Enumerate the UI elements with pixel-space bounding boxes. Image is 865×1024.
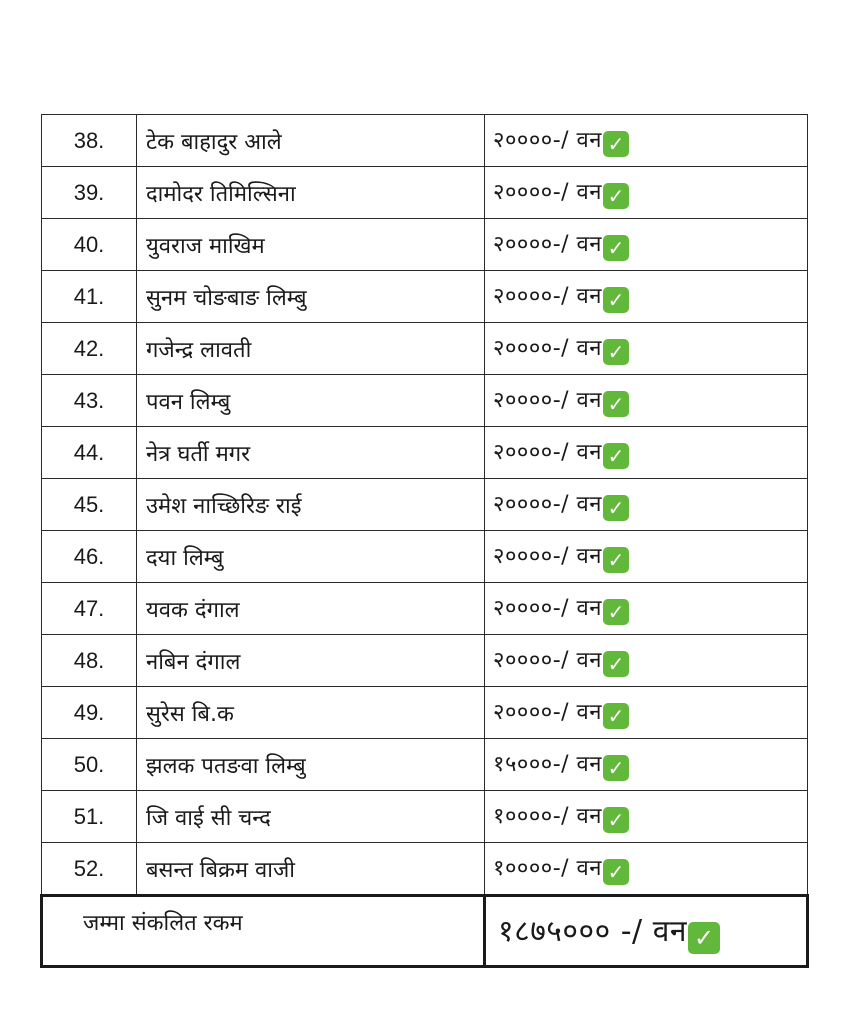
table-row [42, 219, 808, 271]
donor-name: नबिन दंगाल [137, 635, 485, 687]
row-number: 38. [42, 115, 137, 167]
total-label: जम्मा संकलित रकम [42, 896, 485, 967]
row-number: 43. [42, 375, 137, 427]
donation-amount: २००००-/ वन [493, 544, 602, 569]
donation-amount: २००००-/ वन [493, 180, 602, 205]
table-row [42, 687, 808, 739]
table-row [42, 271, 808, 323]
check-mark-icon: ✓ [603, 391, 629, 417]
table-row [42, 843, 808, 896]
check-mark-icon: ✓ [603, 339, 629, 365]
check-mark-icon: ✓ [603, 651, 629, 677]
check-mark-icon: ✓ [603, 807, 629, 833]
donation-amount: २००००-/ वन [493, 128, 602, 153]
donation-amount: २००००-/ वन [493, 596, 602, 621]
check-mark-icon: ✓ [603, 703, 629, 729]
table-row [42, 635, 808, 687]
donor-name: सुरेस बि.क [137, 687, 485, 739]
amount-cell [485, 739, 808, 791]
table-row [42, 531, 808, 583]
donor-name: दया लिम्बु [137, 531, 485, 583]
amount-cell [485, 687, 808, 739]
amount-cell [485, 635, 808, 687]
row-number: 45. [42, 479, 137, 531]
row-number: 41. [42, 271, 137, 323]
total-row [42, 896, 808, 967]
row-number: 52. [42, 843, 137, 896]
donor-name: सुनम चोङबाङ लिम्बु [137, 271, 485, 323]
row-number: 42. [42, 323, 137, 375]
row-number: 50. [42, 739, 137, 791]
donation-amount: २००००-/ वन [493, 232, 602, 257]
donor-name: युवराज माखिम [137, 219, 485, 271]
donor-name: टेक बाहादुर आले [137, 115, 485, 167]
row-number: 47. [42, 583, 137, 635]
check-mark-icon: ✓ [603, 859, 629, 885]
donation-amount: १००००-/ वन [493, 856, 602, 881]
row-number: 44. [42, 427, 137, 479]
amount-cell [485, 427, 808, 479]
donation-amount: १५०००-/ वन [493, 752, 602, 777]
donor-name: पवन लिम्बु [137, 375, 485, 427]
donor-name: यवक दंगाल [137, 583, 485, 635]
donor-name: झलक पतङवा लिम्बु [137, 739, 485, 791]
check-mark-icon: ✓ [603, 287, 629, 313]
donor-name: दामोदर तिमिल्सिना [137, 167, 485, 219]
donor-name: नेत्र घर्ती मगर [137, 427, 485, 479]
table-row [42, 323, 808, 375]
amount-cell [485, 791, 808, 843]
amount-cell [485, 167, 808, 219]
total-amount-cell [485, 896, 808, 967]
donation-amount: २००००-/ वन [493, 648, 602, 673]
donor-name: उमेश नाच्छिरिङ राई [137, 479, 485, 531]
donor-name: बसन्त बिक्रम वाजी [137, 843, 485, 896]
row-number: 48. [42, 635, 137, 687]
table-row [42, 739, 808, 791]
check-mark-icon: ✓ [603, 235, 629, 261]
total-amount: १८७५००० -/ वन [498, 913, 688, 949]
check-mark-icon: ✓ [688, 922, 720, 954]
amount-cell [485, 271, 808, 323]
check-mark-icon: ✓ [603, 183, 629, 209]
donor-name: गजेन्द्र लावती [137, 323, 485, 375]
table-body [42, 115, 808, 896]
donation-amount: २००००-/ वन [493, 388, 602, 413]
table-row [42, 115, 808, 167]
amount-cell [485, 583, 808, 635]
donation-amount: २००००-/ वन [493, 492, 602, 517]
check-mark-icon: ✓ [603, 599, 629, 625]
row-number: 46. [42, 531, 137, 583]
table-row [42, 375, 808, 427]
table-row [42, 791, 808, 843]
table-row [42, 427, 808, 479]
table-row [42, 479, 808, 531]
check-mark-icon: ✓ [603, 547, 629, 573]
donation-amount: १००००-/ वन [493, 804, 602, 829]
donation-amount: २००००-/ वन [493, 284, 602, 309]
amount-cell [485, 115, 808, 167]
amount-cell [485, 531, 808, 583]
check-mark-icon: ✓ [603, 495, 629, 521]
check-mark-icon: ✓ [603, 443, 629, 469]
row-number: 40. [42, 219, 137, 271]
donation-amount: २००००-/ वन [493, 440, 602, 465]
check-mark-icon: ✓ [603, 131, 629, 157]
row-number: 39. [42, 167, 137, 219]
donation-amount: २००००-/ वन [493, 700, 602, 725]
donation-amount: २००००-/ वन [493, 336, 602, 361]
amount-cell [485, 219, 808, 271]
donation-table [40, 114, 809, 968]
amount-cell [485, 323, 808, 375]
check-mark-icon: ✓ [603, 755, 629, 781]
row-number: 49. [42, 687, 137, 739]
donor-name: जि वाई सी चन्द [137, 791, 485, 843]
table-row [42, 167, 808, 219]
amount-cell [485, 375, 808, 427]
table-row [42, 583, 808, 635]
amount-cell [485, 479, 808, 531]
donation-table-container [40, 114, 806, 968]
amount-cell [485, 843, 808, 896]
row-number: 51. [42, 791, 137, 843]
